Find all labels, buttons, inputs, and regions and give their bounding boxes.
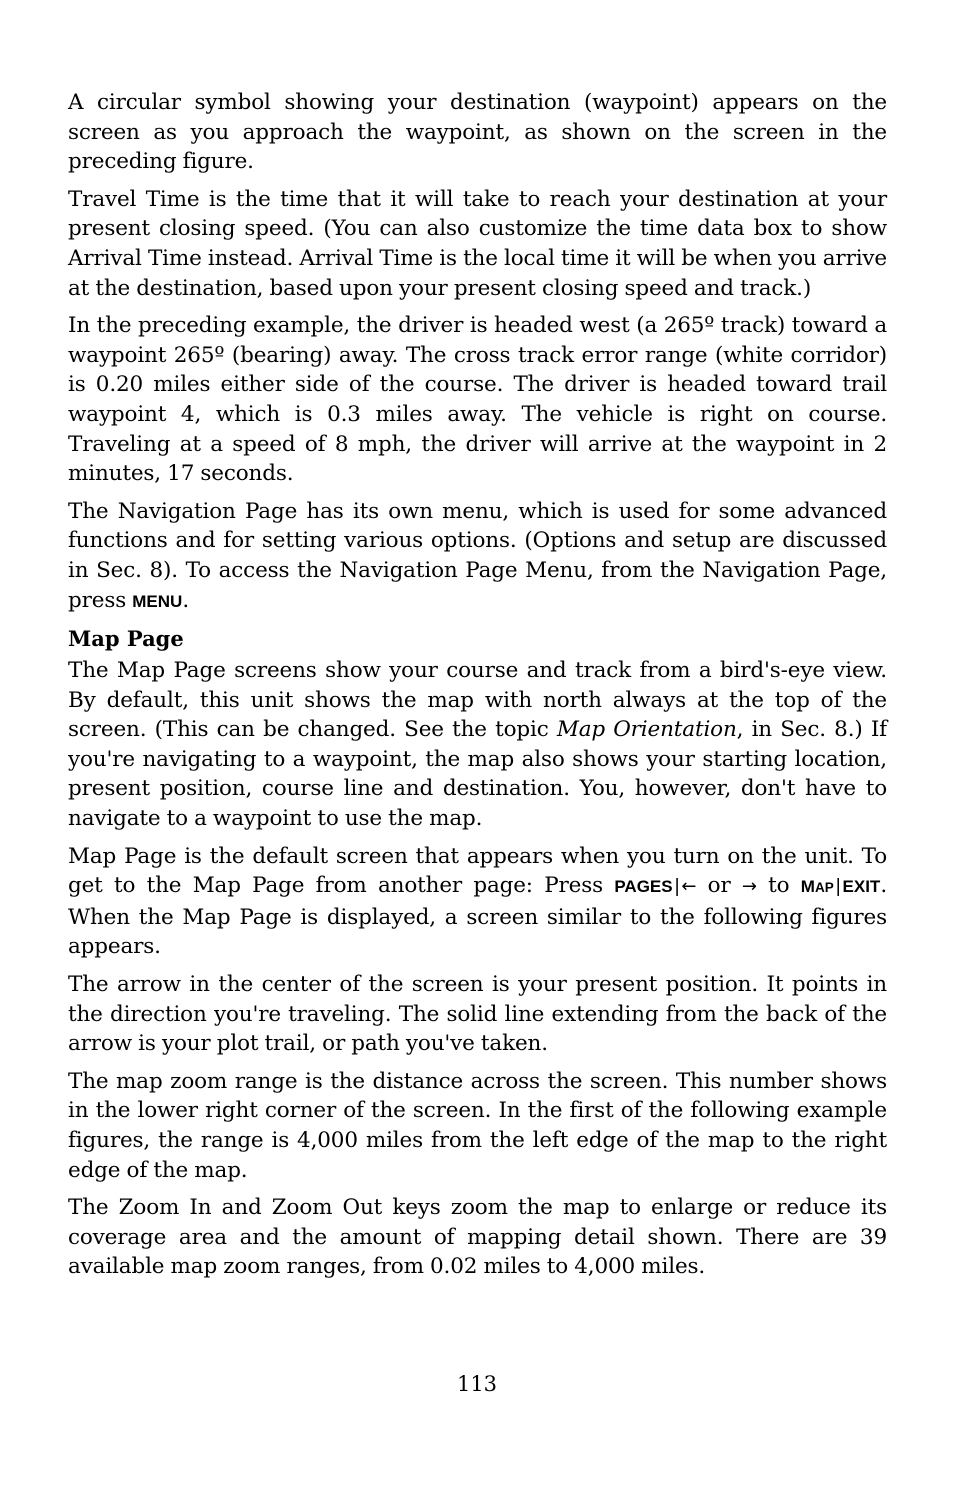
paragraph-navigation-menu bbox=[68, 497, 887, 616]
to-text: to bbox=[756, 873, 801, 899]
exit-key: EXIT bbox=[842, 877, 881, 897]
map-page-intro-before: The Map Page screens show your course and track from a bird's-eye view. By default, this unit shows the map with north always at the top of the screen. (This can be changed. See the topic bbox=[68, 658, 887, 743]
paragraph-navigation-menu-end: . bbox=[182, 587, 190, 613]
map-page-intro-after: , in Sec. 8.) If you're navigating to a waypoint, the map also shows your starting location, present position, course line and destination. You, however, don't have to navigate to a waypoint to use the map. bbox=[68, 717, 887, 832]
paragraph-arrow-position: The arrow in the center of the screen is your present position. It points in the direction you're traveling. The solid line extending from the back of the arrow is your plot trail, or path you've taken. bbox=[68, 972, 887, 1057]
paragraph-map-page-intro bbox=[68, 656, 887, 834]
pages-key: PAGES bbox=[614, 877, 673, 897]
page-content bbox=[68, 88, 887, 1290]
paragraph-waypoint-symbol: A circular symbol showing your destination (waypoint) appears on the screen as you approach the waypoint, as shown on the screen in the preceding figure. bbox=[68, 90, 887, 175]
paragraph-navigation-menu-text: The Navigation Page has its own menu, which is used for some advanced functions and for setting various options. (Options and setup are discussed in Sec. 8). To access the Navigation Page Menu, from the Navigation Page, press bbox=[68, 498, 887, 613]
paragraph-map-page-default bbox=[68, 842, 887, 962]
paragraph-travel-time: Travel Time is the time that it will take to reach your destination at your present closing speed. (You can also customize the time data box to show Arrival Time instead. Arrival Time is the local time it will be when you arrive at the destination, based upon your present closing speed and track.) bbox=[68, 186, 887, 301]
menu-key: MENU bbox=[132, 591, 183, 611]
section-heading-map-page: Map Page bbox=[68, 626, 184, 652]
key-separator: | bbox=[674, 876, 680, 898]
key-separator-2: | bbox=[835, 876, 841, 898]
map-key-initial: M bbox=[800, 877, 815, 897]
map-page-default-after: . When the Map Page is displayed, a screen similar to the following figures appears. bbox=[68, 873, 888, 960]
map-key bbox=[801, 877, 834, 896]
paragraph-zoom-keys: The Zoom In and Zoom Out keys zoom the map to enlarge or reduce its coverage area and the amount of mapping detail shown. There are 39 available map zoom ranges, from 0.02 miles to 4,000 miles. bbox=[68, 1195, 887, 1280]
map-key-rest: AP bbox=[814, 880, 834, 896]
arrow-right-icon: → bbox=[741, 876, 757, 898]
page-number: 113 bbox=[456, 1372, 498, 1396]
paragraph-zoom-range: The map zoom range is the distance across the screen. This number shows in the lower right corner of the screen. In the first of the following example figures, the range is 4,000 miles from the left edge of the map to the right edge of the map. bbox=[68, 1068, 887, 1183]
or-text: or bbox=[696, 873, 742, 899]
arrow-left-icon: ← bbox=[681, 876, 697, 898]
map-page-default-before: Map Page is the default screen that appears when you turn on the unit. To get to the Map Page from another page: Press bbox=[68, 843, 887, 899]
map-orientation-topic: Map Orientation bbox=[556, 717, 737, 743]
paragraph-example: In the preceding example, the driver is headed west (a 265º track) toward a waypoint 265º (bearing) away. The cross track error range (white corridor) is 0.20 miles either side of the course. The driver is headed toward trail waypoint 4, which is 0.3 miles away. The vehicle is right on course. Traveling at a speed of 8 mph, the driver will arrive at the waypoint in 2 minutes, 17 seconds. bbox=[68, 313, 887, 487]
